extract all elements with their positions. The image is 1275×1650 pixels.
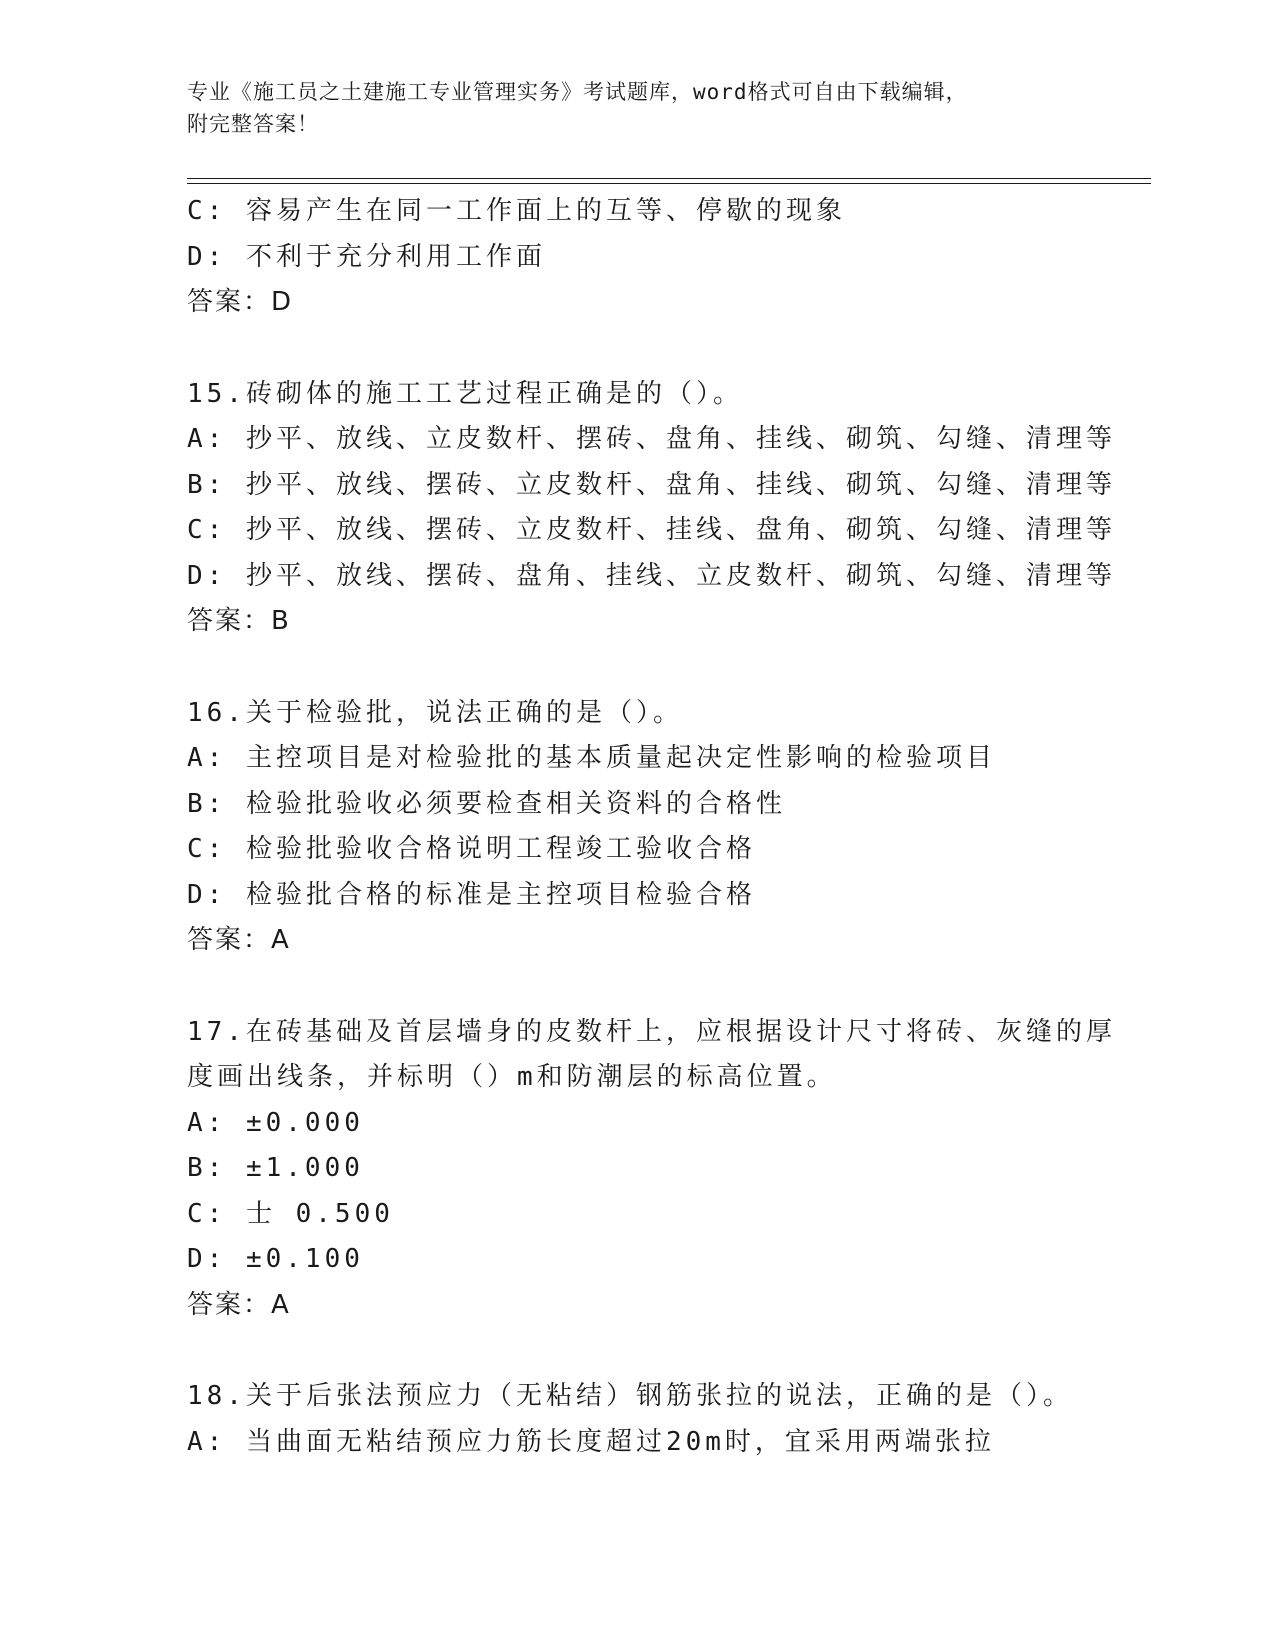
question-14 (187, 189, 1087, 326)
spacer (187, 1328, 1087, 1374)
spacer (187, 326, 1087, 372)
question-18 (187, 1374, 1087, 1465)
question-15 (187, 372, 1116, 645)
question-text: 18.关于后张法预应力（无粘结）钢筋张拉的说法，正确的是（）。 (187, 1381, 1073, 1411)
answer: 答案：D (187, 287, 294, 317)
question-16 (187, 691, 1087, 964)
header-rule-bottom (187, 183, 1151, 184)
question-content (187, 189, 1116, 1465)
spacer (187, 645, 1087, 691)
header-line-1: 专业《施工员之土建施工专业管理实务》考试题库，word格式可自由下载编辑， (187, 80, 968, 104)
question-17 (187, 1010, 1116, 1329)
option-a: A: 抄平、放线、立皮数杆、摆砖、盘角、挂线、砌筑、勾缝、清理等 (187, 424, 1116, 454)
question-text-line-1: 17.在砖基础及首层墙身的皮数杆上，应根据设计尺寸将砖、灰缝的厚 (187, 1016, 1116, 1047)
answer: 答案：A (187, 925, 291, 955)
document-header (187, 76, 1067, 140)
option-d: D: 检验批合格的标准是主控项目检验合格 (187, 879, 756, 910)
option-a: A: 主控项目是对检验批的基本质量起决定性影响的检验项目 (187, 743, 996, 773)
spacer (187, 964, 1087, 1010)
option-c: C: 抄平、放线、摆砖、立皮数杆、挂线、盘角、砌筑、勾缝、清理等 (187, 515, 1116, 545)
question-text: 15.砖砌体的施工工艺过程正确是的（）。 (187, 378, 743, 409)
header-line-2: 附完整答案！ (187, 112, 319, 136)
question-text-line-2: 度画出线条，并标明（）m和防潮层的标高位置。 (187, 1062, 837, 1092)
option-d: D: 不利于充分利用工作面 (187, 241, 546, 272)
option-b: B: 抄平、放线、摆砖、立皮数杆、盘角、挂线、砌筑、勾缝、清理等 (187, 469, 1116, 500)
option-c: C: 容易产生在同一工作面上的互等、停歇的现象 (187, 196, 846, 226)
option-a: A: 当曲面无粘结预应力筋长度超过20m时，宜采用两端张拉 (187, 1426, 995, 1457)
option-c: C: 士 0.500 (187, 1198, 394, 1229)
option-c: C: 检验批验收合格说明工程竣工验收合格 (187, 834, 756, 864)
answer: 答案：B (187, 606, 291, 636)
question-text: 16.关于检验批，说法正确的是（）。 (187, 697, 683, 728)
option-a: A: ±0.000 (187, 1107, 364, 1138)
header-rule-top (187, 178, 1151, 179)
option-d: D: ±0.100 (187, 1244, 364, 1274)
option-b: B: 检验批验收必须要检查相关资料的合格性 (187, 788, 786, 819)
answer: 答案：A (187, 1289, 291, 1320)
option-b: B: ±1.000 (187, 1153, 364, 1183)
option-d: D: 抄平、放线、摆砖、盘角、挂线、立皮数杆、砌筑、勾缝、清理等 (187, 560, 1116, 591)
